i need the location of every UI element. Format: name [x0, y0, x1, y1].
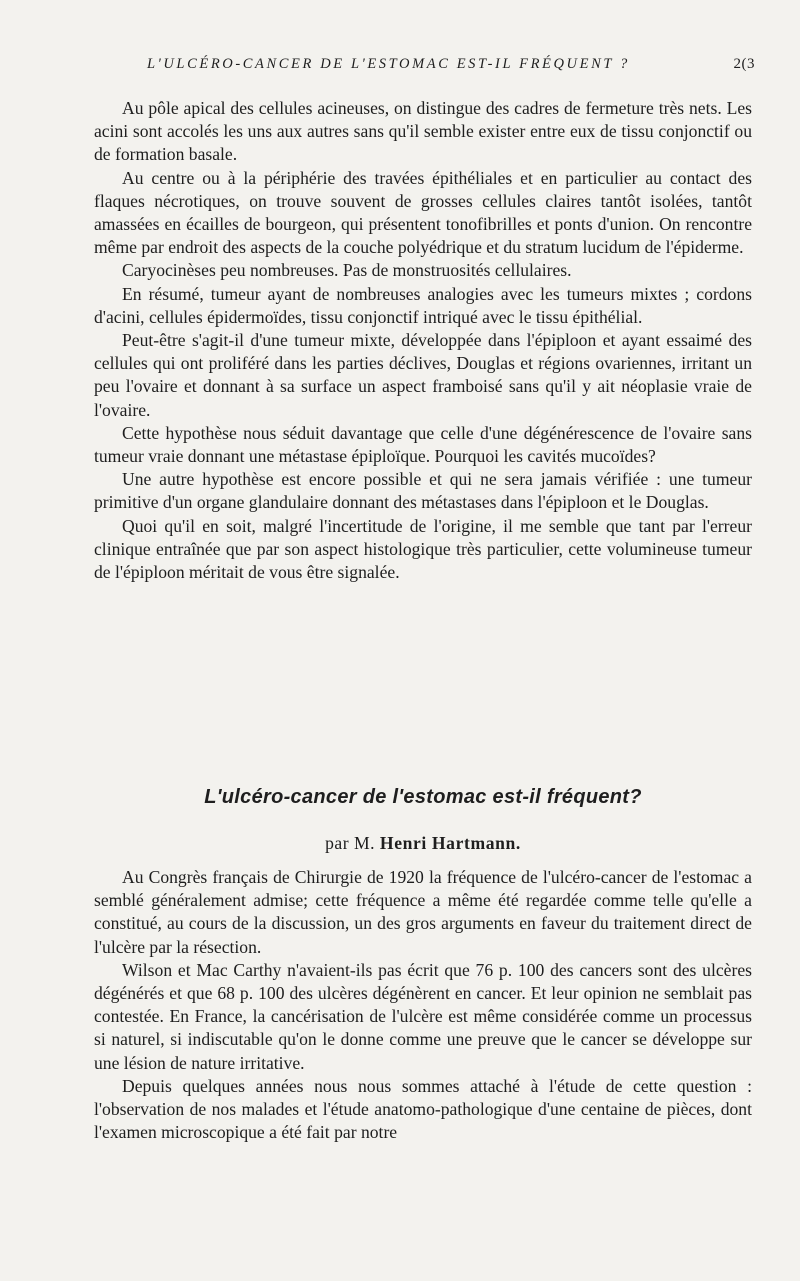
paragraph: En résumé, tumeur ayant de nombreuses analogies avec les tumeurs mixtes ; cordons d'acini, cellules épidermoïdes, tissu conjonctif intriqué avec le tissu épithélial. [94, 283, 752, 327]
paragraph: Quoi qu'il en soit, malgré l'incertitude de l'origine, il me semble que tant par l'erreur clinique entraînée que par son aspect histologique très particulier, cette volumineuse tumeur de l'épiploon méritait de vous être signalée. [94, 515, 752, 583]
paragraph: Depuis quelques années nous nous sommes attaché à l'étude de cette question : l'observation de nos malades et l'étude anatomo-pathologique d'une centaine de pièces, dont l'examen microscopique a été fait par notre [94, 1075, 752, 1143]
running-head [95, 56, 755, 80]
paragraph: Une autre hypothèse est encore possible et qui ne sera jamais vérifiée : une tumeur primitive d'un organe glandulaire donnant des métastases dans l'épiploon et le Douglas. [94, 469, 752, 513]
running-head-title: L'ULCÉRO-CANCER DE L'ESTOMAC EST-IL FRÉQUENT ? [147, 56, 630, 72]
author-name: Henri Hartmann. [379, 833, 521, 853]
paragraph: Au pôle apical des cellules acineuses, on distingue des cadres de fermeture très nets. Les acini sont accolés les uns aux autres sans qu'il semble exister entre eux de tissu conjonctif ou de formation basale. [94, 98, 752, 165]
byline-prefix: par M. [325, 833, 376, 853]
paragraph: Cette hypothèse nous séduit davantage que celle d'une dégénérescence de l'ovaire sans tumeur vraie donnant une métastase épiploïque. Pourquoi les cavités mucoïdes? [94, 422, 752, 467]
paragraph: Caryocinèses peu nombreuses. Pas de monstruosités cellulaires. [122, 260, 572, 281]
article-title: L'ulcéro-cancer de l'estomac est-il fréquent? [204, 786, 642, 808]
paragraph: Peut-être s'agit-il d'une tumeur mixte, développée dans l'épiploon et ayant essaimé des cellules qui ont proliféré dans les parties déclives, Douglas et régions ovariennes, irritant un peu l'ovaire et donnant à sa surface un aspect framboisé sans qu'il y ait néoplasie vraie de l'ovaire. [94, 330, 752, 420]
paragraph: Au centre ou à la périphérie des travées épithéliales et en particulier au contact des flaques nécrotiques, on trouve souvent de grosses cellules claires tantôt isolées, tantôt amassées en écailles de bourgeon, qui présentent tonofibrilles et ponts d'union. On rencontre même par endroit des aspects de la couche polyédrique et du stratum lucidum de l'épiderme. [94, 167, 752, 258]
paragraph: Wilson et Mac Carthy n'avaient-ils pas écrit que 76 p. 100 des cancers sont des ulcères dégénérés et que 68 p. 100 des ulcères dégénèrent en cancer. Et leur opinion ne semblait pas contestée. En France, la cancérisation de l'ulcère est même considérée comme un processus si naturel, si indiscutable qu'on le donne comme une preuve que le cancer se développe sur une lésion de nature irritative. [94, 959, 752, 1073]
page-number: 2(3 [733, 56, 755, 72]
byline [94, 833, 752, 854]
preceding-article-text [94, 97, 752, 584]
paragraph: Au Congrès français de Chirurgie de 1920 la fréquence de l'ulcéro-cancer de l'estomac a semblé généralement admise; cette fréquence a même été regardée comme telle qu'elle a constitué, au cours de la discussion, un des gros arguments en faveur du traitement direct de l'ulcère par la résection. [94, 867, 752, 957]
article-body [94, 866, 752, 1144]
